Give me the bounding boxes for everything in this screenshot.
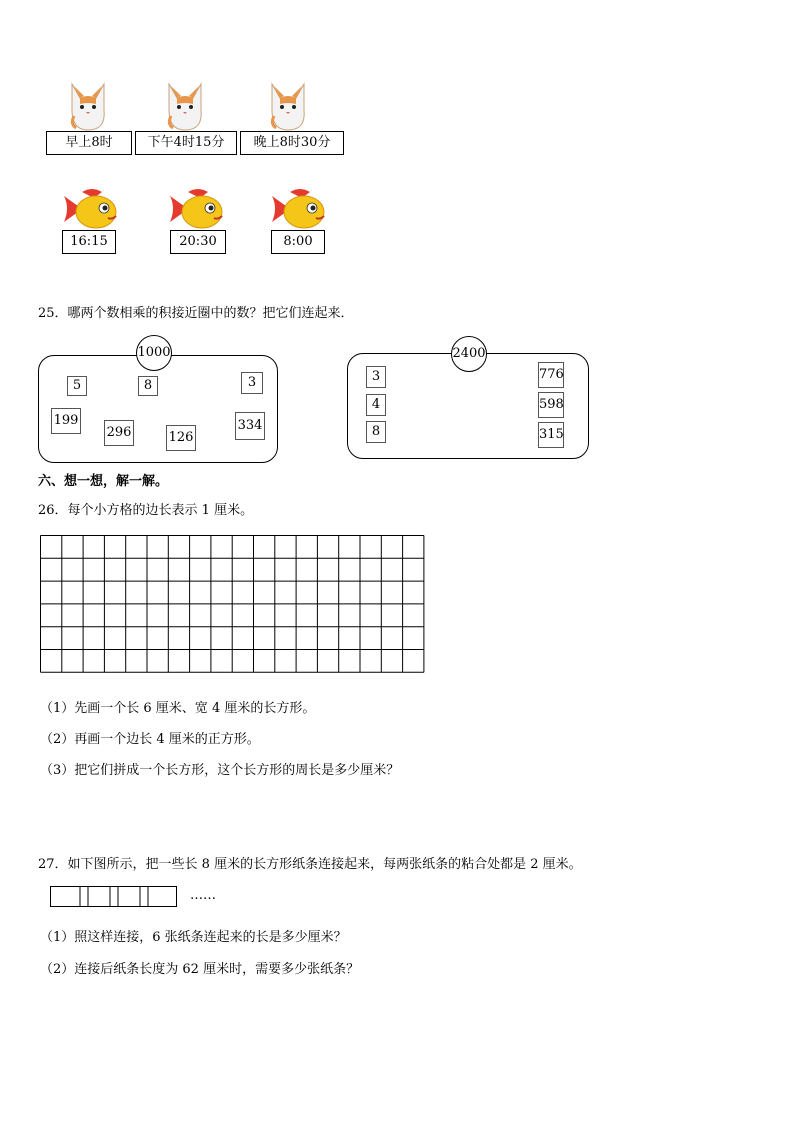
num-box[interactable]: 8: [138, 376, 158, 396]
cat-label-1: 早上8时: [46, 131, 132, 155]
q26-text: 26．每个小方格的边长表示 1 厘米。: [38, 503, 254, 518]
cat-icon: [66, 80, 112, 132]
fish-label-2: 20:30: [170, 230, 226, 254]
strips-ellipsis: ……: [190, 888, 216, 903]
fish-label-1: 16:15: [62, 230, 116, 254]
section-6-title: 六、想一想，解一解。: [38, 474, 169, 489]
num-box[interactable]: 334: [235, 412, 265, 440]
cat-label-3: 晚上8时30分: [240, 131, 344, 155]
fish-label-3: 8:00: [271, 230, 325, 254]
q27-text: 27．如下图所示，把一些长 8 厘米的长方形纸条连接起来，每两张纸条的粘合处都是 2 厘米。: [38, 857, 582, 872]
num-box[interactable]: 315: [538, 422, 564, 448]
q26-sub1: （1）先画一个长 6 厘米、宽 4 厘米的长方形。: [40, 701, 316, 716]
q27-sub2: （2）连接后纸条长度为 62 厘米时，需要多少张纸条？: [40, 962, 360, 977]
paper-strips-diagram: [50, 886, 178, 908]
fish-icon: [268, 186, 326, 232]
num-box[interactable]: 199: [51, 408, 81, 434]
q26-sub3: （3）把它们拼成一个长方形，这个长方形的周长是多少厘米？: [40, 763, 400, 778]
q25-text: 25．哪两个数相乘的积接近圈中的数？把它们连起来．: [38, 306, 354, 321]
num-box[interactable]: 598: [538, 392, 564, 418]
q26-sub2: （2）再画一个边长 4 厘米的正方形。: [40, 732, 260, 747]
fish-icon: [166, 186, 224, 232]
fish-icon: [60, 186, 118, 232]
num-box[interactable]: 3: [241, 372, 263, 394]
cat-icon: [163, 80, 209, 132]
num-box[interactable]: 126: [166, 425, 196, 451]
num-box[interactable]: 8: [366, 421, 386, 443]
num-box[interactable]: 4: [366, 394, 386, 416]
grid-paper[interactable]: [40, 535, 426, 674]
num-box[interactable]: 3: [366, 366, 386, 388]
q27-sub1: （1）照这样连接，6 张纸条连起来的长是多少厘米？: [40, 930, 347, 945]
q25-right-target: 2400: [451, 336, 487, 372]
num-box[interactable]: 776: [538, 362, 564, 388]
num-box[interactable]: 5: [67, 376, 87, 396]
cat-label-2: 下午4时15分: [135, 131, 237, 155]
cat-icon: [266, 80, 312, 132]
q25-left-target: 1000: [136, 335, 172, 371]
num-box[interactable]: 296: [104, 420, 134, 446]
